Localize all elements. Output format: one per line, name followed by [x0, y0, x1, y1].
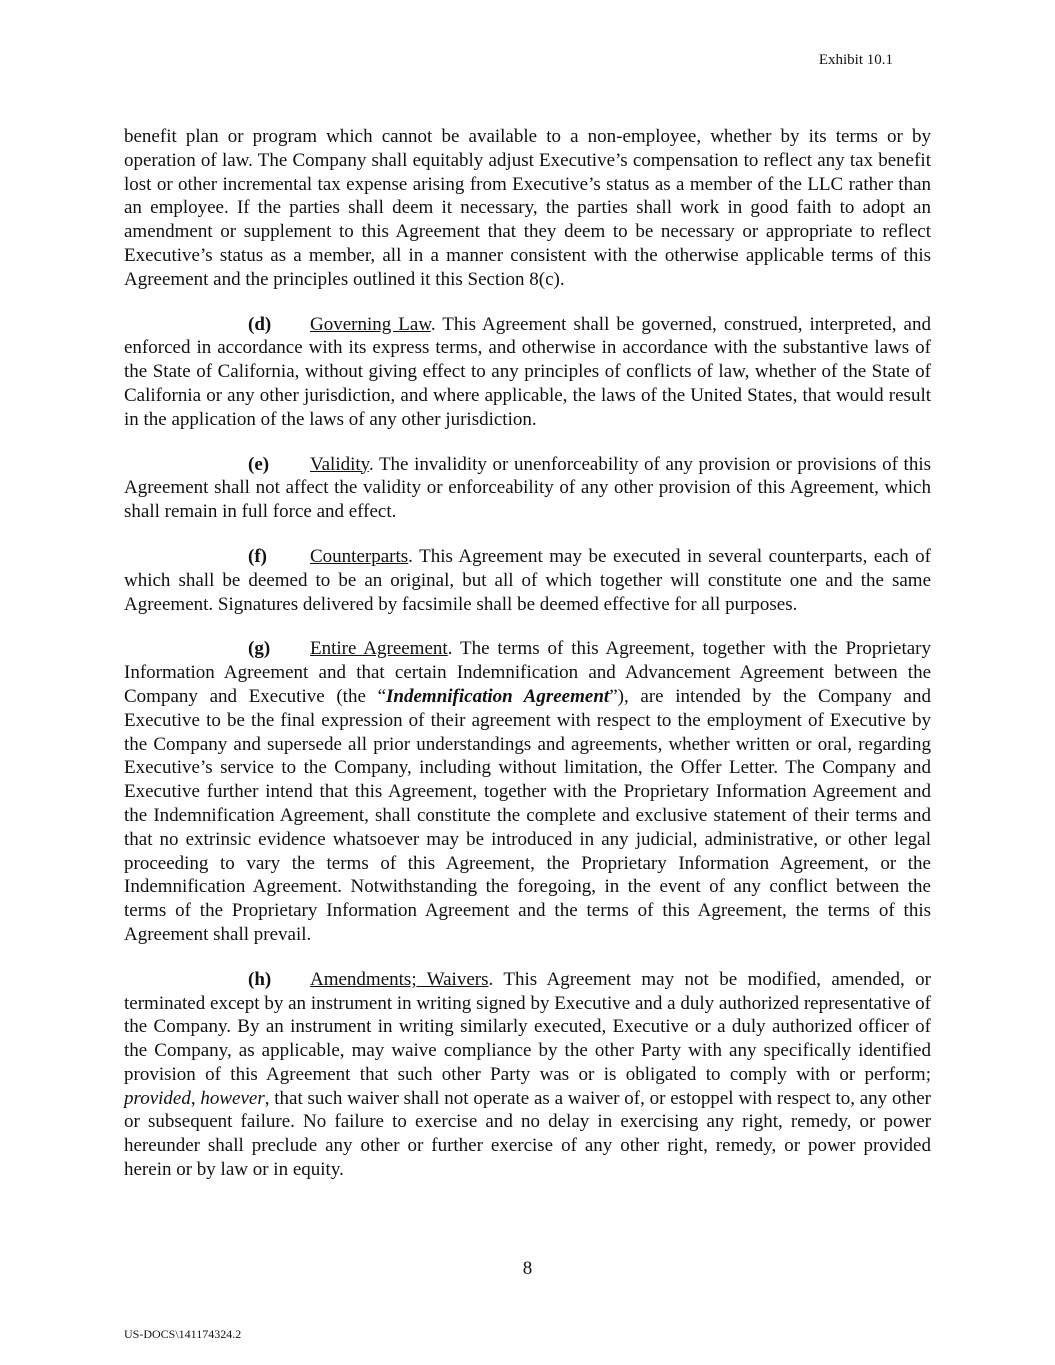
exhibit-label: Exhibit 10.1 [818, 52, 893, 68]
section-e-paragraph [124, 453, 931, 524]
section-h-italic-provided: provided [124, 1087, 191, 1109]
section-e-label: (e) [248, 453, 270, 475]
page-number: 8 [522, 1258, 533, 1279]
section-d-paragraph [124, 313, 931, 432]
section-f-paragraph [124, 545, 931, 616]
section-h-comma: , [190, 1087, 201, 1109]
section-d-label: (d) [248, 313, 272, 335]
section-f-text: . This Agreement may be executed in several counterparts, each of which shall be deemed to be an original, but all of which together will constitute one and the same Agreement. Signatures delivered by facsimile shall be deemed effective for all purposes. [124, 545, 931, 615]
continuation-paragraph: benefit plan or program which cannot be available to a non-employee, whether by its terms or by operation of law. The Company shall equitably adjust Executive’s compensation to reflect any tax benefit lost or other incremental tax expense arising from Executive’s status as a member of the LLC rather than an employee. If the parties shall deem it necessary, the parties shall work in good faith to adopt an amendment or supplement to this Agreement that they deem to be necessary or appropriate to reflect Executive’s status as a member, all in a manner consistent with the otherwise applicable terms of this Agreement and the principles outlined it this Section 8(c). [124, 126, 931, 290]
section-h-text-a: . This Agreement may not be modified, amended, or terminated except by an instrument in writing signed by Executive and a duly authorized representative of the Company. By an instrument in writing similarly executed, Executive or a duly authorized officer of the Company, as applicable, may waive compliance by the other Party with any specifically identified provision of this Agreement that such other Party was or is obligated to comply with or perform; [124, 968, 932, 1085]
section-e-text: . The invalidity or unenforceability of any provision or provisions of this Agreement shall not affect the validity or enforceability of any other provision of this Agreement, which shall remain in full force and effect. [124, 453, 931, 523]
section-h-heading: Amendments; Waivers [310, 968, 489, 990]
section-h-paragraph [124, 968, 931, 1182]
section-g-defined-term: Indemnification Agreement [386, 685, 610, 707]
section-g-heading: Entire Agreement [310, 638, 448, 660]
section-e-heading: Validity [310, 453, 369, 475]
section-g-paragraph [124, 637, 931, 946]
section-f-label: (f) [248, 545, 267, 567]
section-g-text-a: . The terms of this Agreement, together with the Proprietary Information Agreement and that certain Indemnification and Advancement Agreement between the Company and Executive (the “ [124, 638, 932, 707]
section-h-italic-however: however [200, 1087, 265, 1109]
section-g-text-b: ”), are intended by the Company and Executive to be the final expression of their agreement with respect to the employment of Executive by the Company and supersede all prior understandings and agreements, whether written or oral, regarding Executive’s service to the Company, including without limitation, the Offer Letter. The Company and Executive further intend that this Agreement, together with the Proprietary Information Agreement and the Indemnification Agreement, shall constitute the complete and exclusive statement of their terms and that no extrinsic evidence whatsoever may be introduced in any judicial, administrative, or other legal proceeding to vary the terms of this Agreement, the Proprietary Information Agreement, or the Indemnification Agreement. Notwithstanding the foregoing, in the event of any conflict between the terms of the Proprietary Information Agreement and the terms of this Agreement, the terms of this Agreement shall prevail. [124, 685, 931, 945]
section-f-heading: Counterparts [310, 545, 409, 567]
document-id: US-DOCS\141174324.2 [124, 1327, 242, 1341]
section-h-text-b: , that such waiver shall not operate as a waiver of, or estoppel with respect to, any other or subsequent failure. No failure to exercise and no delay in exercising any right, remedy, or power hereunder shall preclude any other or further exercise of any other right, remedy, or power provided herein or by law or in equity. [124, 1087, 931, 1181]
section-h-label: (h) [248, 968, 272, 990]
section-d-heading: Governing Law [310, 313, 431, 335]
section-d-text: . This Agreement shall be governed, construed, interpreted, and enforced in accordance with its express terms, and otherwise in accordance with the substantive laws of the State of California, without giving effect to any principles of conflicts of law, whether of the State of California or any other jurisdiction, and where applicable, the laws of the United States, that would result in the application of the laws of any other jurisdiction. [124, 313, 931, 430]
section-g-label: (g) [248, 638, 271, 660]
body-text [124, 125, 931, 1203]
